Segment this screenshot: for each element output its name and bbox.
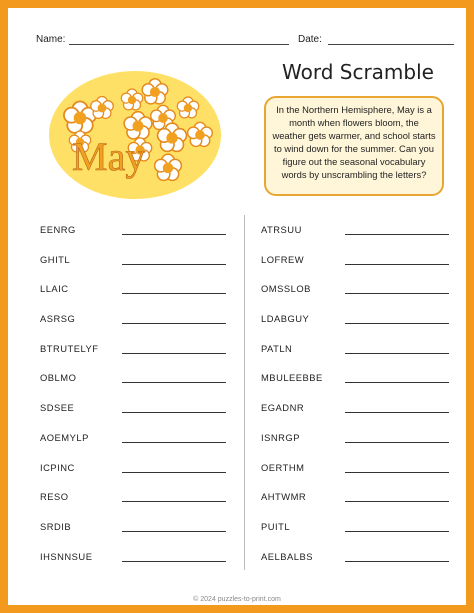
word-row [40, 456, 230, 486]
answer-line[interactable] [122, 323, 226, 324]
scrambled-word: AELBALBS [261, 550, 313, 562]
scrambled-word: BTRUTELYF [40, 342, 99, 354]
answer-line[interactable] [122, 442, 226, 443]
answer-line[interactable] [122, 382, 226, 383]
answer-line[interactable] [345, 531, 449, 532]
copyright-footer: © 2024 puzzles-to-print.com [193, 596, 281, 603]
word-row [40, 248, 230, 278]
scrambled-word: RESO [40, 491, 69, 503]
scrambled-word: GHITL [40, 253, 71, 265]
word-row [261, 366, 451, 396]
answer-line[interactable] [345, 264, 449, 265]
word-row [261, 277, 451, 307]
scrambled-word: LLAIC [40, 283, 69, 295]
date-line [328, 44, 454, 45]
word-row [40, 396, 230, 426]
scrambled-word: PATLN [261, 342, 293, 354]
name-label: Name: [36, 34, 66, 45]
scrambled-word: AHTWMR [261, 491, 307, 503]
word-row [40, 545, 230, 575]
scrambled-word: PUITL [261, 520, 291, 532]
name-line [69, 44, 289, 45]
word-row [40, 515, 230, 545]
word-row [40, 307, 230, 337]
worksheet-page [8, 8, 466, 605]
answer-line[interactable] [345, 412, 449, 413]
answer-line[interactable] [345, 323, 449, 324]
scrambled-word: LDABGUY [261, 313, 310, 325]
left-word-column [40, 218, 230, 574]
answer-line[interactable] [122, 531, 226, 532]
answer-line[interactable] [122, 472, 226, 473]
word-row [40, 485, 230, 515]
scrambled-word: OMSSLOB [261, 283, 311, 295]
answer-line[interactable] [122, 412, 226, 413]
word-row [261, 426, 451, 456]
word-row [40, 366, 230, 396]
word-row [40, 426, 230, 456]
answer-line[interactable] [122, 501, 226, 502]
scrambled-word: EENRG [40, 224, 76, 235]
word-row [40, 337, 230, 367]
instructions-box: In the Northern Hemisphere, May is a month when flowers bloom, the weather gets warmer, and school starts to wind down for the summer. Can you figure out the seasonal vocabulary words by unscrambling the letters? [264, 96, 444, 196]
scrambled-word: ASRSG [40, 313, 76, 325]
answer-line[interactable] [345, 442, 449, 443]
word-row [261, 218, 451, 248]
answer-line[interactable] [122, 234, 226, 235]
answer-line[interactable] [345, 561, 449, 562]
scrambled-word: SDSEE [40, 402, 75, 414]
scrambled-word: LOFREW [261, 253, 305, 265]
scrambled-word: OERTHM [261, 461, 305, 473]
scrambled-word: EGADNR [261, 402, 305, 414]
answer-line[interactable] [345, 472, 449, 473]
word-row [261, 456, 451, 486]
scrambled-word: SRDIB [40, 520, 72, 532]
scrambled-word: IHSNNSUE [40, 550, 93, 562]
scrambled-word: ISNRGP [261, 431, 300, 443]
column-divider [244, 215, 245, 570]
word-row [261, 337, 451, 367]
right-word-column [261, 218, 451, 574]
word-row [40, 218, 230, 248]
may-flower-illustration [48, 70, 224, 200]
answer-line[interactable] [122, 353, 226, 354]
answer-line[interactable] [122, 293, 226, 294]
answer-line[interactable] [345, 234, 449, 235]
scrambled-word: ICPINC [40, 461, 75, 473]
answer-line[interactable] [122, 561, 226, 562]
answer-line[interactable] [345, 293, 449, 294]
word-row [261, 307, 451, 337]
word-row [261, 485, 451, 515]
answer-line[interactable] [345, 353, 449, 354]
word-row [261, 545, 451, 575]
word-row [261, 248, 451, 278]
header [36, 34, 438, 48]
worksheet-title: Word Scramble [282, 60, 434, 84]
answer-line[interactable] [122, 264, 226, 265]
answer-line[interactable] [345, 382, 449, 383]
word-row [261, 515, 451, 545]
may-logo-text: May [72, 134, 146, 179]
scrambled-word: MBULEEBBE [261, 372, 323, 384]
scrambled-word: ATRSUU [261, 224, 302, 235]
date-label: Date: [298, 34, 322, 45]
answer-line[interactable] [345, 501, 449, 502]
word-row [40, 277, 230, 307]
scrambled-word: OBLMO [40, 372, 77, 384]
scrambled-word: AOEMYLP [40, 431, 89, 443]
word-row [261, 396, 451, 426]
